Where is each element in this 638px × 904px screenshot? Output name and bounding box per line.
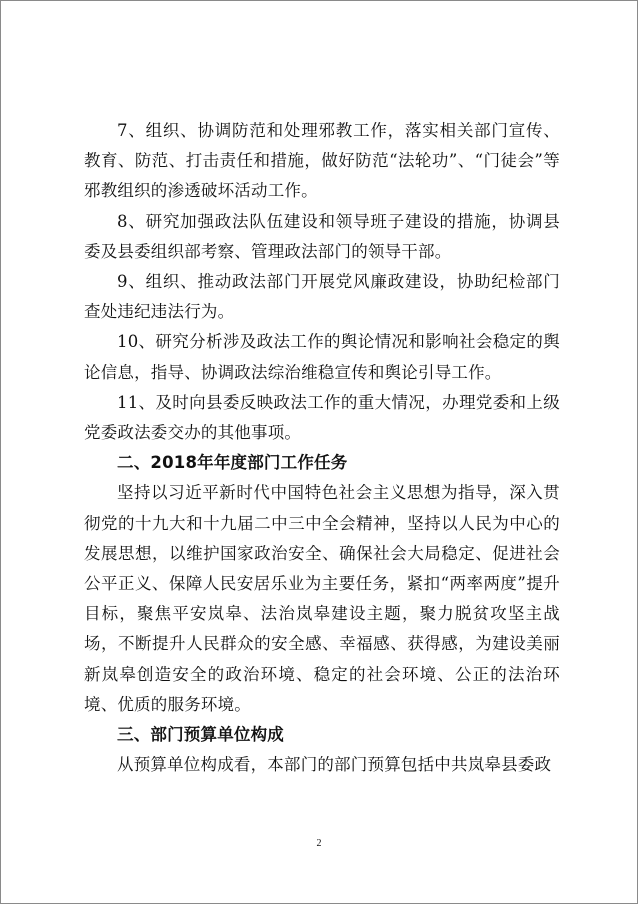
paragraph-budget-units: 从预算单位构成看，本部门的部门预算包括中共岚皋县委政 [117,755,552,775]
section-heading-2: 二、2018年年度部门工作任务 [117,453,348,473]
section-heading-3: 三、部门预算单位构成 [117,725,284,745]
paragraph-item-8: 8、研究加强政法队伍建设和领导班子建设的措施，协调县委及县委组织部考察、管理政法部门的领导干部。 [84,211,560,261]
document-body [84,116,560,780]
paragraph-work-tasks: 坚持以习近平新时代中国特色社会主义思想为指导，深入贯彻党的十九大和十九届二中三中全会精神，坚持以人民为中心的发展思想，以维护国家政治安全、确保社会大局稳定、促进社会公平正义、保障人民安居乐业为主要任务，紧扣“两率两度”提升目标，聚焦平安岚皋、法治岚皋建设主题，聚力脱贫攻坚主战场，不断提升人民群众的安全感、幸福感、获得感，为建设美丽新岚皋创造安全的政治环境、稳定的社会环境、公正的法治环境、优质的服务环境。 [84,483,560,714]
page-number: 2 [316,838,322,849]
paragraph-item-7: 7、组织、协调防范和处理邪教工作，落实相关部门宣传、教育、防范、打击责任和措施，做好防范“法轮功”、“门徒会”等邪教组织的渗透破坏活动工作。 [84,121,560,201]
paragraph-item-10: 10、研究分析涉及政法工作的舆论情况和影响社会稳定的舆论信息，指导、协调政法综治维稳宣传和舆论引导工作。 [84,332,560,382]
paragraph-item-11: 11、及时向县委反映政法工作的重大情况，办理党委和上级党委政法委交办的其他事项。 [84,392,560,443]
paragraph-item-9: 9、组织、推动政法部门开展党风廉政建设，协助纪检部门查处违纪违法行为。 [84,272,560,322]
